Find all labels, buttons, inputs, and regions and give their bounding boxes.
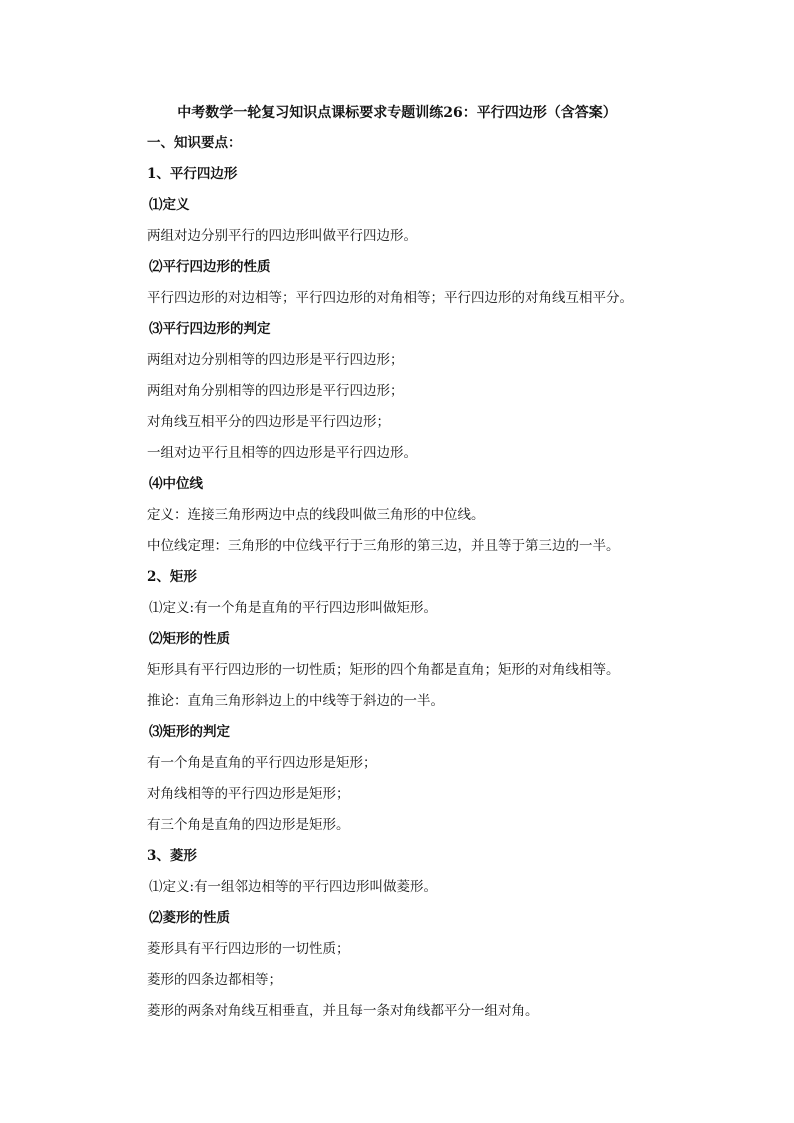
body-paragraph: ⑴定义:有一组邻边相等的平行四边形叫做菱形。 (149, 879, 438, 895)
document-title: 中考数学一轮复习知识点课标要求专题训练26：平行四边形（含答案） (177, 105, 617, 121)
section-heading: ⑶矩形的判定 (149, 724, 230, 740)
body-paragraph: 矩形具有平行四边形的一切性质；矩形的四个角都是直角；矩形的对角线相等。 (147, 662, 620, 678)
body-paragraph: 平行四边形的对边相等；平行四边形的对角相等；平行四边形的对角线互相平分。 (147, 290, 633, 306)
section-heading: ⑵平行四边形的性质 (149, 259, 271, 275)
body-paragraph: 有三个角是直角的四边形是矩形。 (147, 817, 350, 833)
document-body (147, 133, 707, 1032)
body-paragraph: 定义：连接三角形两边中点的线段叫做三角形的中位线。 (147, 507, 485, 523)
body-paragraph: 菱形的四条边都相等； (147, 972, 282, 988)
body-paragraph: 一组对边平行且相等的四边形是平行四边形。 (147, 445, 417, 461)
section-heading: 一、知识要点： (147, 135, 242, 151)
body-paragraph: 推论：直角三角形斜边上的中线等于斜边的一半。 (147, 693, 444, 709)
section-heading: ⑶平行四边形的判定 (149, 321, 271, 337)
body-paragraph: ⑴定义:有一个角是直角的平行四边形叫做矩形。 (149, 600, 438, 616)
body-paragraph: 菱形的两条对角线互相垂直，并且每一条对角线都平分一组对角。 (147, 1003, 539, 1019)
body-paragraph: 两组对角分别相等的四边形是平行四边形； (147, 383, 404, 399)
body-paragraph: 两组对边分别相等的四边形是平行四边形； (147, 352, 404, 368)
body-paragraph: 中位线定理：三角形的中位线平行于三角形的第三边，并且等于第三边的一半。 (147, 538, 620, 554)
section-heading: ⑵菱形的性质 (149, 910, 230, 926)
section-heading: 1、平行四边形 (147, 166, 238, 182)
section-heading: 2、矩形 (147, 569, 197, 585)
section-heading: ⑵矩形的性质 (149, 631, 230, 647)
body-paragraph: 两组对边分别平行的四边形叫做平行四边形。 (147, 228, 417, 244)
section-heading: 3、菱形 (147, 848, 197, 864)
body-paragraph: 对角线互相平分的四边形是平行四边形； (147, 414, 390, 430)
body-paragraph: 有一个角是直角的平行四边形是矩形； (147, 755, 377, 771)
body-paragraph: 对角线相等的平行四边形是矩形； (147, 786, 350, 802)
section-heading: ⑴定义 (149, 197, 190, 213)
body-paragraph: 菱形具有平行四边形的一切性质； (147, 941, 350, 957)
section-heading: ⑷中位线 (149, 476, 203, 492)
